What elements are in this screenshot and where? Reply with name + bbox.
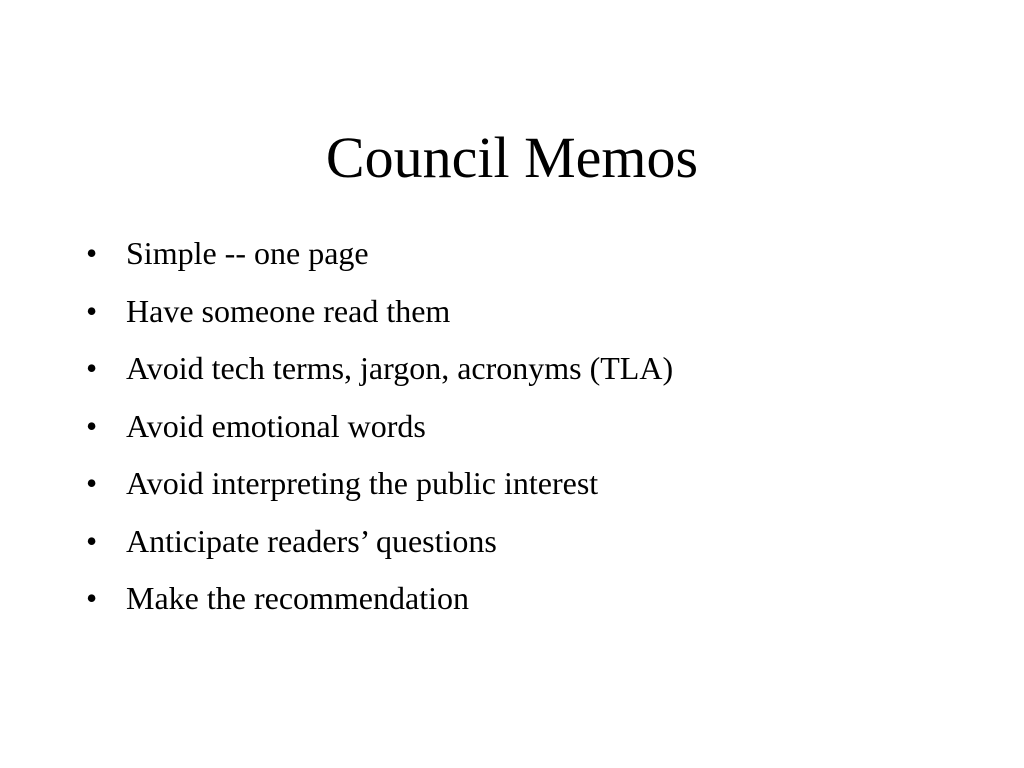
bullet-icon: • — [86, 465, 98, 501]
slide-title: Council Memos — [325, 125, 699, 190]
bullet-list — [86, 225, 673, 628]
bullet-text: Avoid emotional words — [126, 407, 426, 444]
bullet-text: Simple -- one page — [126, 235, 369, 271]
bullet-icon: • — [86, 292, 98, 329]
bullet-text: Anticipate readers’ questions — [126, 522, 497, 559]
bullet-item — [86, 455, 673, 513]
bullet-item — [86, 225, 673, 283]
bullet-text: Make the recommendation — [126, 580, 469, 616]
bullet-icon: • — [86, 235, 98, 271]
bullet-text: Avoid interpreting the public interest — [126, 465, 599, 501]
bullet-icon: • — [86, 350, 98, 386]
bullet-item — [86, 398, 673, 456]
bullet-icon: • — [86, 407, 98, 444]
bullet-text: Have someone read them — [126, 292, 451, 329]
bullet-item — [86, 513, 673, 571]
bullet-icon: • — [86, 580, 98, 616]
bullet-item — [86, 340, 673, 398]
bullet-text: Avoid tech terms, jargon, acronyms (TLA) — [126, 350, 674, 386]
bullet-item — [86, 283, 673, 341]
bullet-item — [86, 570, 673, 628]
bullet-icon: • — [86, 522, 98, 559]
